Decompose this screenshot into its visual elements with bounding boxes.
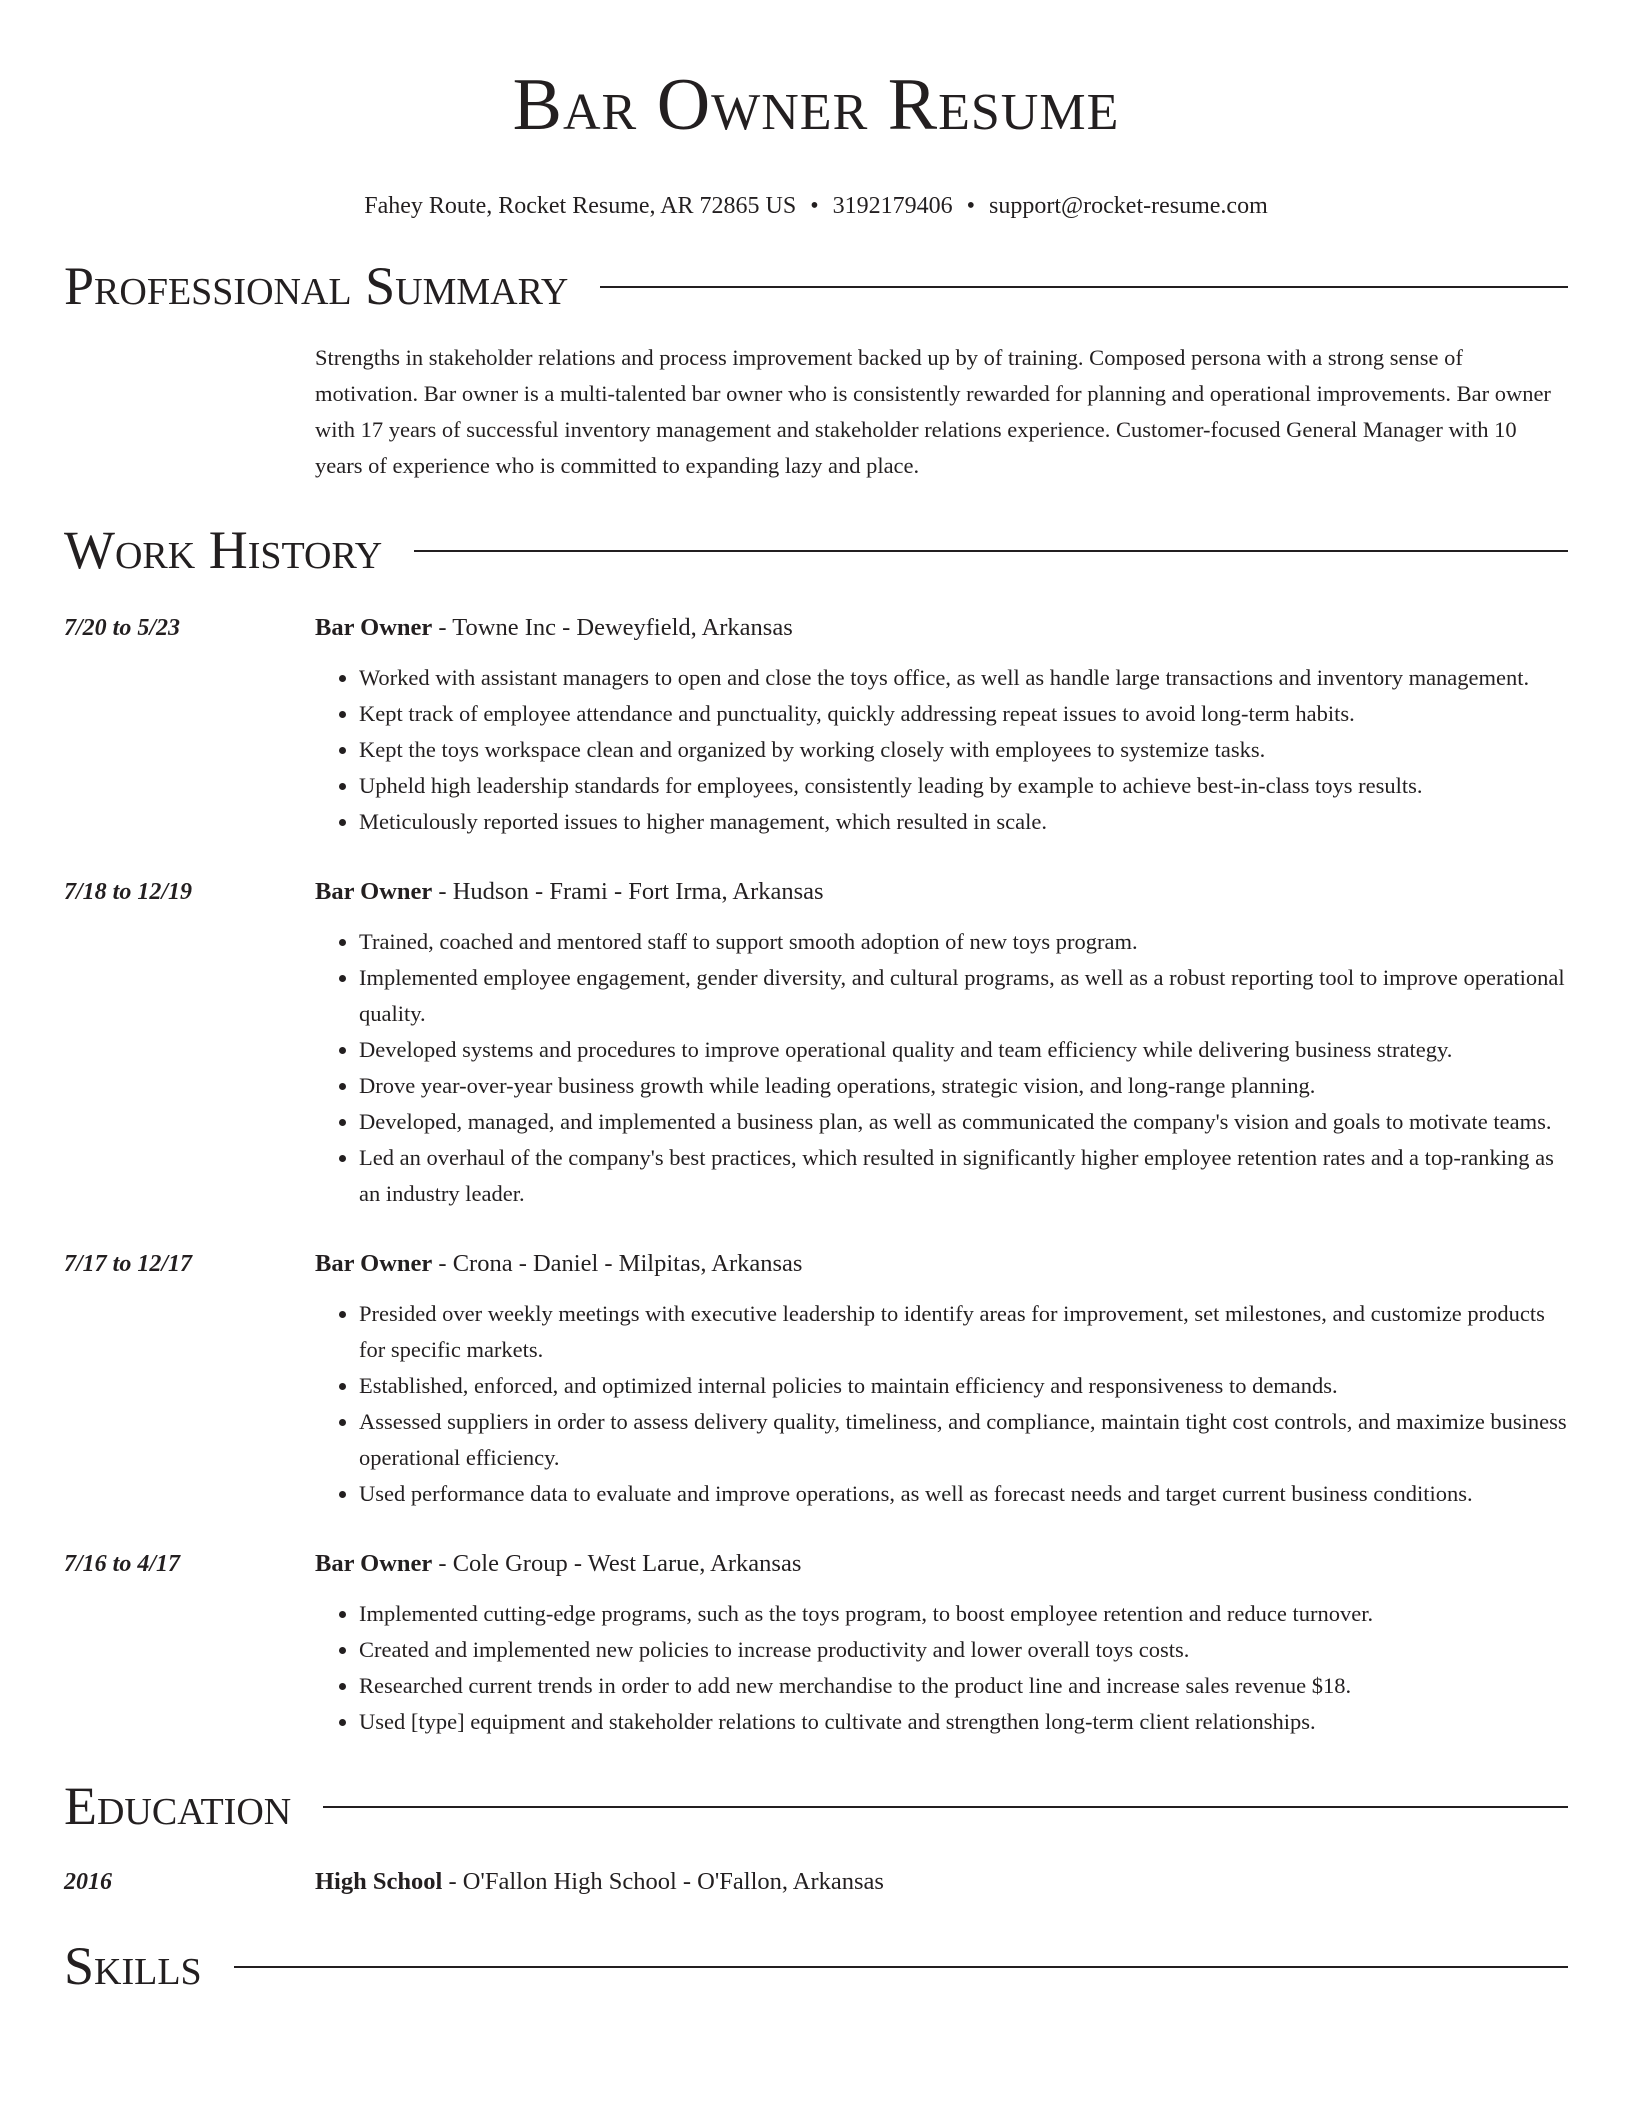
section-title-summary: Professional Summary xyxy=(64,256,569,316)
contact-address: Fahey Route, Rocket Resume, AR 72865 US xyxy=(364,193,797,219)
education-entry xyxy=(64,1864,1568,1900)
job-bullets xyxy=(315,660,1568,840)
job-title xyxy=(315,1546,1568,1582)
job-title xyxy=(315,874,1568,910)
job-details: - Crona - Daniel - Milpitas, Arkansas xyxy=(432,1250,803,1277)
job-entry xyxy=(64,874,1568,1212)
job-bullet: • Established, enforced, and optimized internal policies to maintain efficiency and responsiveness to demands. xyxy=(359,1368,1568,1404)
job-title xyxy=(315,1246,1568,1282)
job-bullet: • Used performance data to evaluate and improve operations, as well as forecast needs and target current business conditions. xyxy=(359,1476,1568,1512)
job-bullet: • Meticulously reported issues to higher management, which resulted in scale. xyxy=(359,804,1568,840)
section-title-education: Education xyxy=(64,1776,292,1836)
contact-separator: • xyxy=(810,193,819,219)
job-bullet: • Kept the toys workspace clean and organized by working closely with employees to systemize tasks. xyxy=(359,732,1568,768)
job-entry xyxy=(64,1546,1568,1740)
section-title-work: Work History xyxy=(64,520,383,580)
job-bullet: • Worked with assistant managers to open and close the toys office, as well as handle large transactions and inventory management. xyxy=(359,660,1568,696)
job-bullet: • Developed, managed, and implemented a business plan, as well as communicated the company's vision and goals to motivate teams. xyxy=(359,1104,1568,1140)
job-details: - Towne Inc - Deweyfield, Arkansas xyxy=(432,614,793,641)
job-title xyxy=(315,610,1568,646)
job-bullet: • Upheld high leadership standards for employees, consistently leading by example to achieve best-in-class toys results. xyxy=(359,768,1568,804)
job-bullet: • Created and implemented new policies to increase productivity and lower overall toys costs. xyxy=(359,1632,1568,1668)
contact-line xyxy=(64,192,1568,220)
section-divider xyxy=(414,550,1568,552)
job-bullets xyxy=(315,1596,1568,1740)
summary-section-header xyxy=(64,256,1568,316)
job-body xyxy=(315,874,1568,1212)
section-divider xyxy=(234,1966,1568,1968)
job-body xyxy=(315,1246,1568,1512)
job-bullet: • Trained, coached and mentored staff to support smooth adoption of new toys program. xyxy=(359,924,1568,960)
job-bullet: • Presided over weekly meetings with executive leadership to identify areas for improvement, set milestones, and customize products for specific markets. xyxy=(359,1296,1568,1368)
contact-email[interactable]: support@rocket-resume.com xyxy=(989,193,1268,219)
job-bullet: • Drove year-over-year business growth while leading operations, strategic vision, and long-range planning. xyxy=(359,1068,1568,1104)
job-dates: 7/17 to 12/17 xyxy=(64,1251,193,1277)
job-bullets xyxy=(315,1296,1568,1512)
education-year: 2016 xyxy=(64,1869,112,1895)
job-bullet: • Assessed suppliers in order to assess delivery quality, timeliness, and compliance, maintain tight cost controls, and maximize business operational efficiency. xyxy=(359,1404,1568,1476)
contact-separator: • xyxy=(966,193,976,219)
work-history-list xyxy=(64,610,1568,1740)
job-role: Bar Owner xyxy=(315,1550,433,1577)
work-section-header xyxy=(64,520,1568,580)
section-title-skills: Skills xyxy=(64,1936,202,1996)
job-bullet: • Used [type] equipment and stakeholder relations to cultivate and strengthen long-term client relationships. xyxy=(359,1704,1568,1740)
job-role: Bar Owner xyxy=(315,614,433,641)
job-bullet: • Implemented cutting-edge programs, such as the toys program, to boost employee retention and reduce turnover. xyxy=(359,1596,1568,1632)
job-dates: 7/18 to 12/19 xyxy=(64,879,193,905)
job-bullet: • Developed systems and procedures to improve operational quality and team efficiency while delivering business strategy. xyxy=(359,1032,1568,1068)
resume-title: Bar Owner Resume xyxy=(512,64,1120,146)
job-bullet: • Implemented employee engagement, gender diversity, and cultural programs, as well as a robust reporting tool to improve operational quality. xyxy=(359,960,1568,1032)
education-section-header xyxy=(64,1776,1568,1836)
job-bullets xyxy=(315,924,1568,1212)
contact-phone: 3192179406 xyxy=(832,193,953,219)
job-entry xyxy=(64,1246,1568,1512)
summary-text: Strengths in stakeholder relations and process improvement backed up by of training. Composed persona with a strong sense of motivation. Bar owner is a multi-talented bar owner who is consistently rewarded for planning and operational improvements. Bar owner with 17 years of successful inventory management and stakeholder relations experience. Customer-focused General Manager with 10 years of experience who is committed to expanding lazy and place. xyxy=(315,345,1551,478)
job-dates: 7/16 to 4/17 xyxy=(64,1551,181,1577)
job-entry xyxy=(64,610,1568,840)
section-divider xyxy=(323,1806,1568,1808)
education-details: - O'Fallon High School - O'Fallon, Arkansas xyxy=(442,1868,884,1895)
job-body xyxy=(315,1546,1568,1740)
job-dates: 7/20 to 5/23 xyxy=(64,615,181,641)
job-details: - Hudson - Frami - Fort Irma, Arkansas xyxy=(432,878,824,905)
job-bullet: • Kept track of employee attendance and punctuality, quickly addressing repeat issues to avoid long-term habits. xyxy=(359,696,1568,732)
job-bullet: • Led an overhaul of the company's best practices, which resulted in significantly higher employee retention rates and a top-ranking as an industry leader. xyxy=(359,1140,1568,1212)
job-role: Bar Owner xyxy=(315,1250,433,1277)
education-title xyxy=(315,1864,884,1900)
job-details: - Cole Group - West Larue, Arkansas xyxy=(432,1550,802,1577)
section-divider xyxy=(600,286,1568,288)
job-bullet: • Researched current trends in order to add new merchandise to the product line and increase sales revenue $18. xyxy=(359,1668,1568,1704)
education-degree: High School xyxy=(315,1868,443,1895)
skills-section-header xyxy=(64,1936,1568,1996)
job-body xyxy=(315,610,1568,840)
job-role: Bar Owner xyxy=(315,878,433,905)
